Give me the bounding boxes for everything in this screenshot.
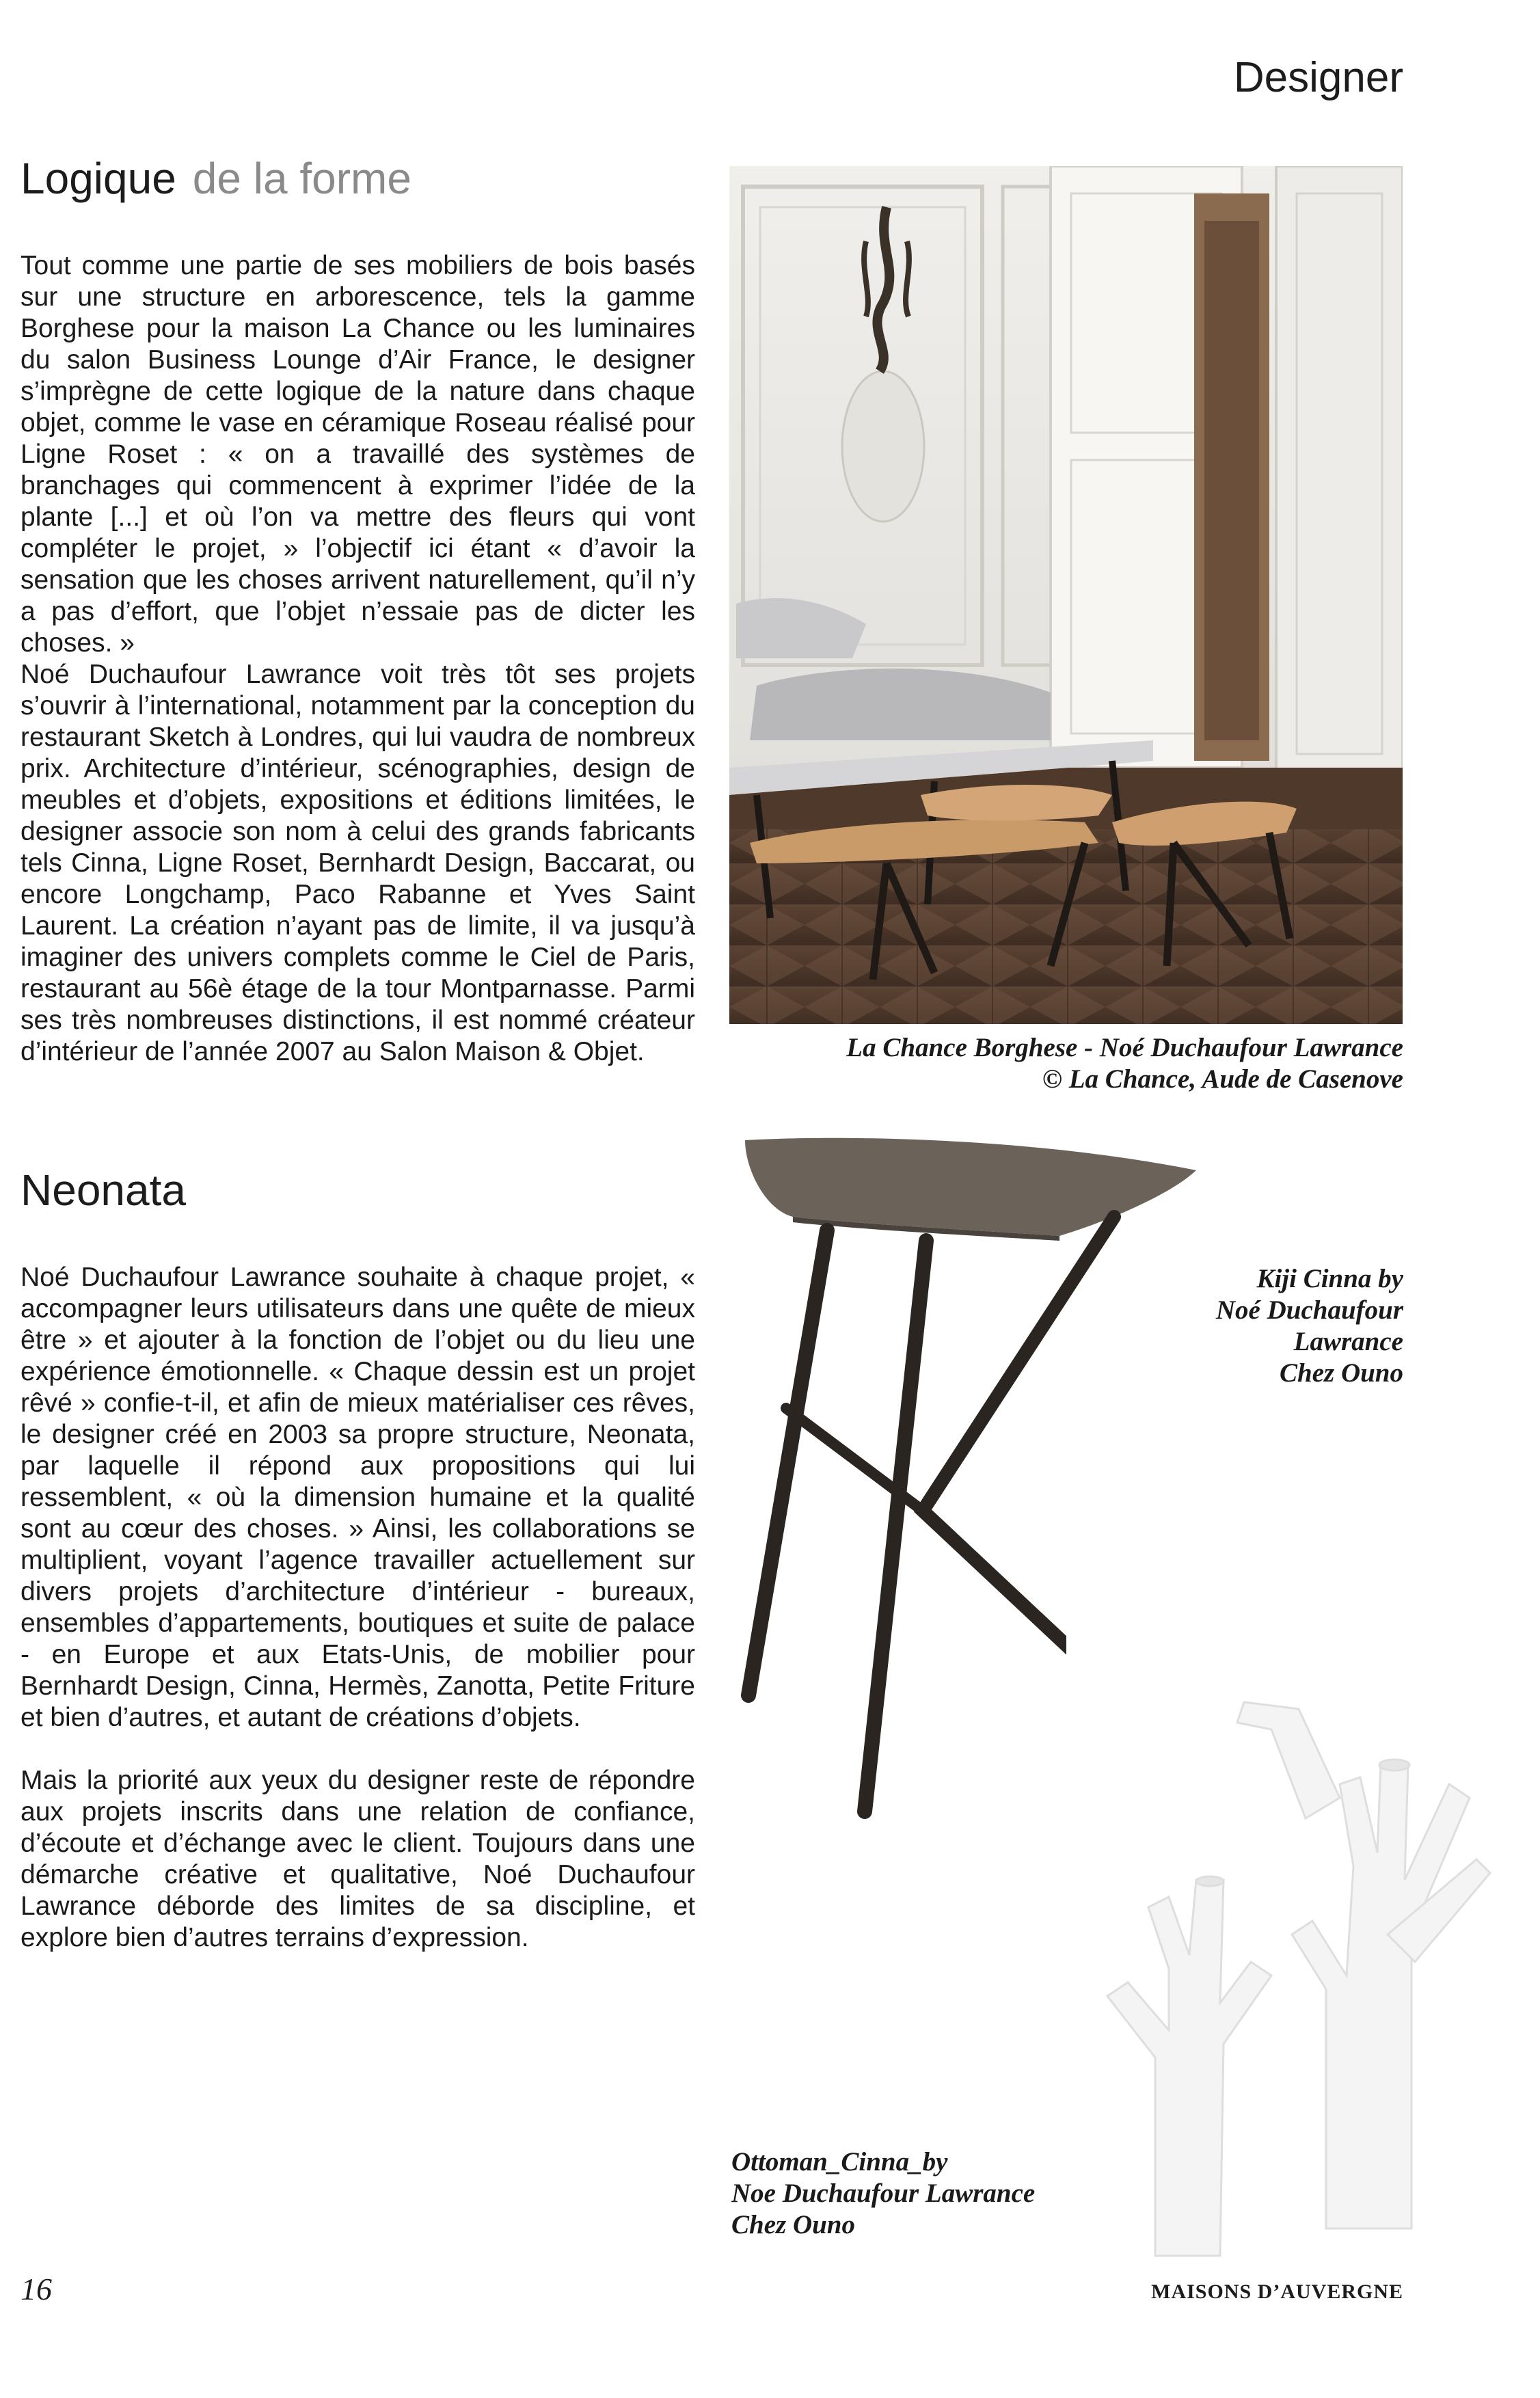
photo-la-chance-borghese	[729, 166, 1403, 1024]
ottoman-caption-line: Ottoman_Cinna_by	[731, 2147, 948, 2177]
article2-body	[21, 1262, 695, 1954]
ottoman-caption	[731, 2146, 1114, 2241]
article-title-neonata: Neonata	[21, 1166, 186, 1215]
publication-name: MAISONS D’AUVERGNE	[1151, 2280, 1403, 2303]
article2-paragraph: Mais la priorité aux yeux du designer reste de répondre aux projets inscrits dans une relation de confiance, d’écoute et d’échange avec le client. Toujours dans une démarche créative et qualitative, Noé Duchaufour Lawrance déborde des limites de sa discipline, et explore bien d’autres terrains d’expression.	[21, 1766, 695, 1952]
title-light: de la forme	[192, 154, 411, 203]
photo1-caption-line1: La Chance Borghese - Noé Duchaufour Lawrance	[846, 1033, 1403, 1062]
ottoman-caption-line: Noe Duchaufour Lawrance	[731, 2179, 1036, 2208]
page-number: 16	[21, 2272, 52, 2306]
article1-paragraph: Noé Duchaufour Lawrance voit très tôt ses projets s’ouvrir à l’international, notamment par la conception du restaurant Sketch à Londres, qui lui vaudra de nombreux prix. Architecture d’intérieur, scénographies, design de meubles et d’objets, expositions et éditions limitées, le designer associe son nom à celui des grands fabricants tels Cinna, Ligne Roset, Bernhardt Design, Baccarat, ou encore Longchamp, Paco Rabanne et Yves Saint Laurent. La création n’ayant pas de limite, il va jusqu’à imaginer des univers complets comme le Ciel de Paris, restaurant au 56è étage de la tour Montparnasse. Parmi ses très nombreuses distinctions, il est nommé créateur d’intérieur de l’année 2007 au Salon Maison & Objet.	[21, 660, 695, 1066]
photo-ottoman-cinna-vases	[1066, 1524, 1504, 2283]
kiji-caption-line: Kiji Cinna by	[1256, 1264, 1403, 1293]
ottoman-caption-line: Chez Ouno	[731, 2210, 855, 2239]
article1-body	[21, 250, 695, 1068]
article1-paragraph: Tout comme une partie de ses mobiliers de bois basés sur une structure en arborescence, tels la gamme Borghese pour la maison La Chance ou les luminaires du salon Business Lounge d’Air France, le designer s’imprègne de cette logique de la nature dans chaque objet, comme le vase en céramique Roseau réalisé pour Ligne Roset : « on a travaillé des systèmes de branchages qui commencent à exprimer l’idée de la plante [...] et où l’on va mettre des fleurs qui vont compléter le projet, » l’objectif ici étant « d’avoir la sensation que les choses arrivent naturellement, qu’il n’y a pas d’effort, que l’objet n’essaie pas de dicter les choses. »	[21, 251, 695, 658]
article2-paragraph: Noé Duchaufour Lawrance souhaite à chaque projet, « accompagner leurs utilisateurs dans une quête de mieux être » et ajouter à la fonction de l’objet ou du lieu une expérience émotionnelle. « Chaque dessin est un projet rêvé » confie-t-il, et afin de mieux matérialiser ces rêves, le designer créé en 2003 sa propre structure, Neonata, par laquelle il répond aux propositions qui lui ressemblent, « où la dimension humaine et la qualité sont au cœur des choses. » Ainsi, les collaborations se multiplient, voyant l’agence travailler actuellement sur divers projets d’architecture d’intérieur - bureaux, ensembles d’appartements, boutiques et suite de palace - en Europe et aux Etats-Unis, de mobilier pour Bernhardt Design, Cinna, Hermès, Zanotta, Petite Friture et bien d’autres, et autant de créations d’objets.	[21, 1263, 695, 1732]
title-main: Logique	[21, 154, 176, 203]
kiji-caption	[1116, 1263, 1403, 1389]
kiji-caption-line: Lawrance	[1293, 1327, 1403, 1356]
photo1-caption	[720, 1032, 1403, 1095]
photo1-caption-line2: © La Chance, Aude de Casenove	[1042, 1064, 1403, 1094]
kiji-caption-line: Noé Duchaufour	[1215, 1295, 1403, 1325]
article-title-logique	[21, 153, 411, 204]
section-tag: Designer	[1233, 54, 1403, 101]
kiji-caption-line: Chez Ouno	[1280, 1358, 1403, 1388]
